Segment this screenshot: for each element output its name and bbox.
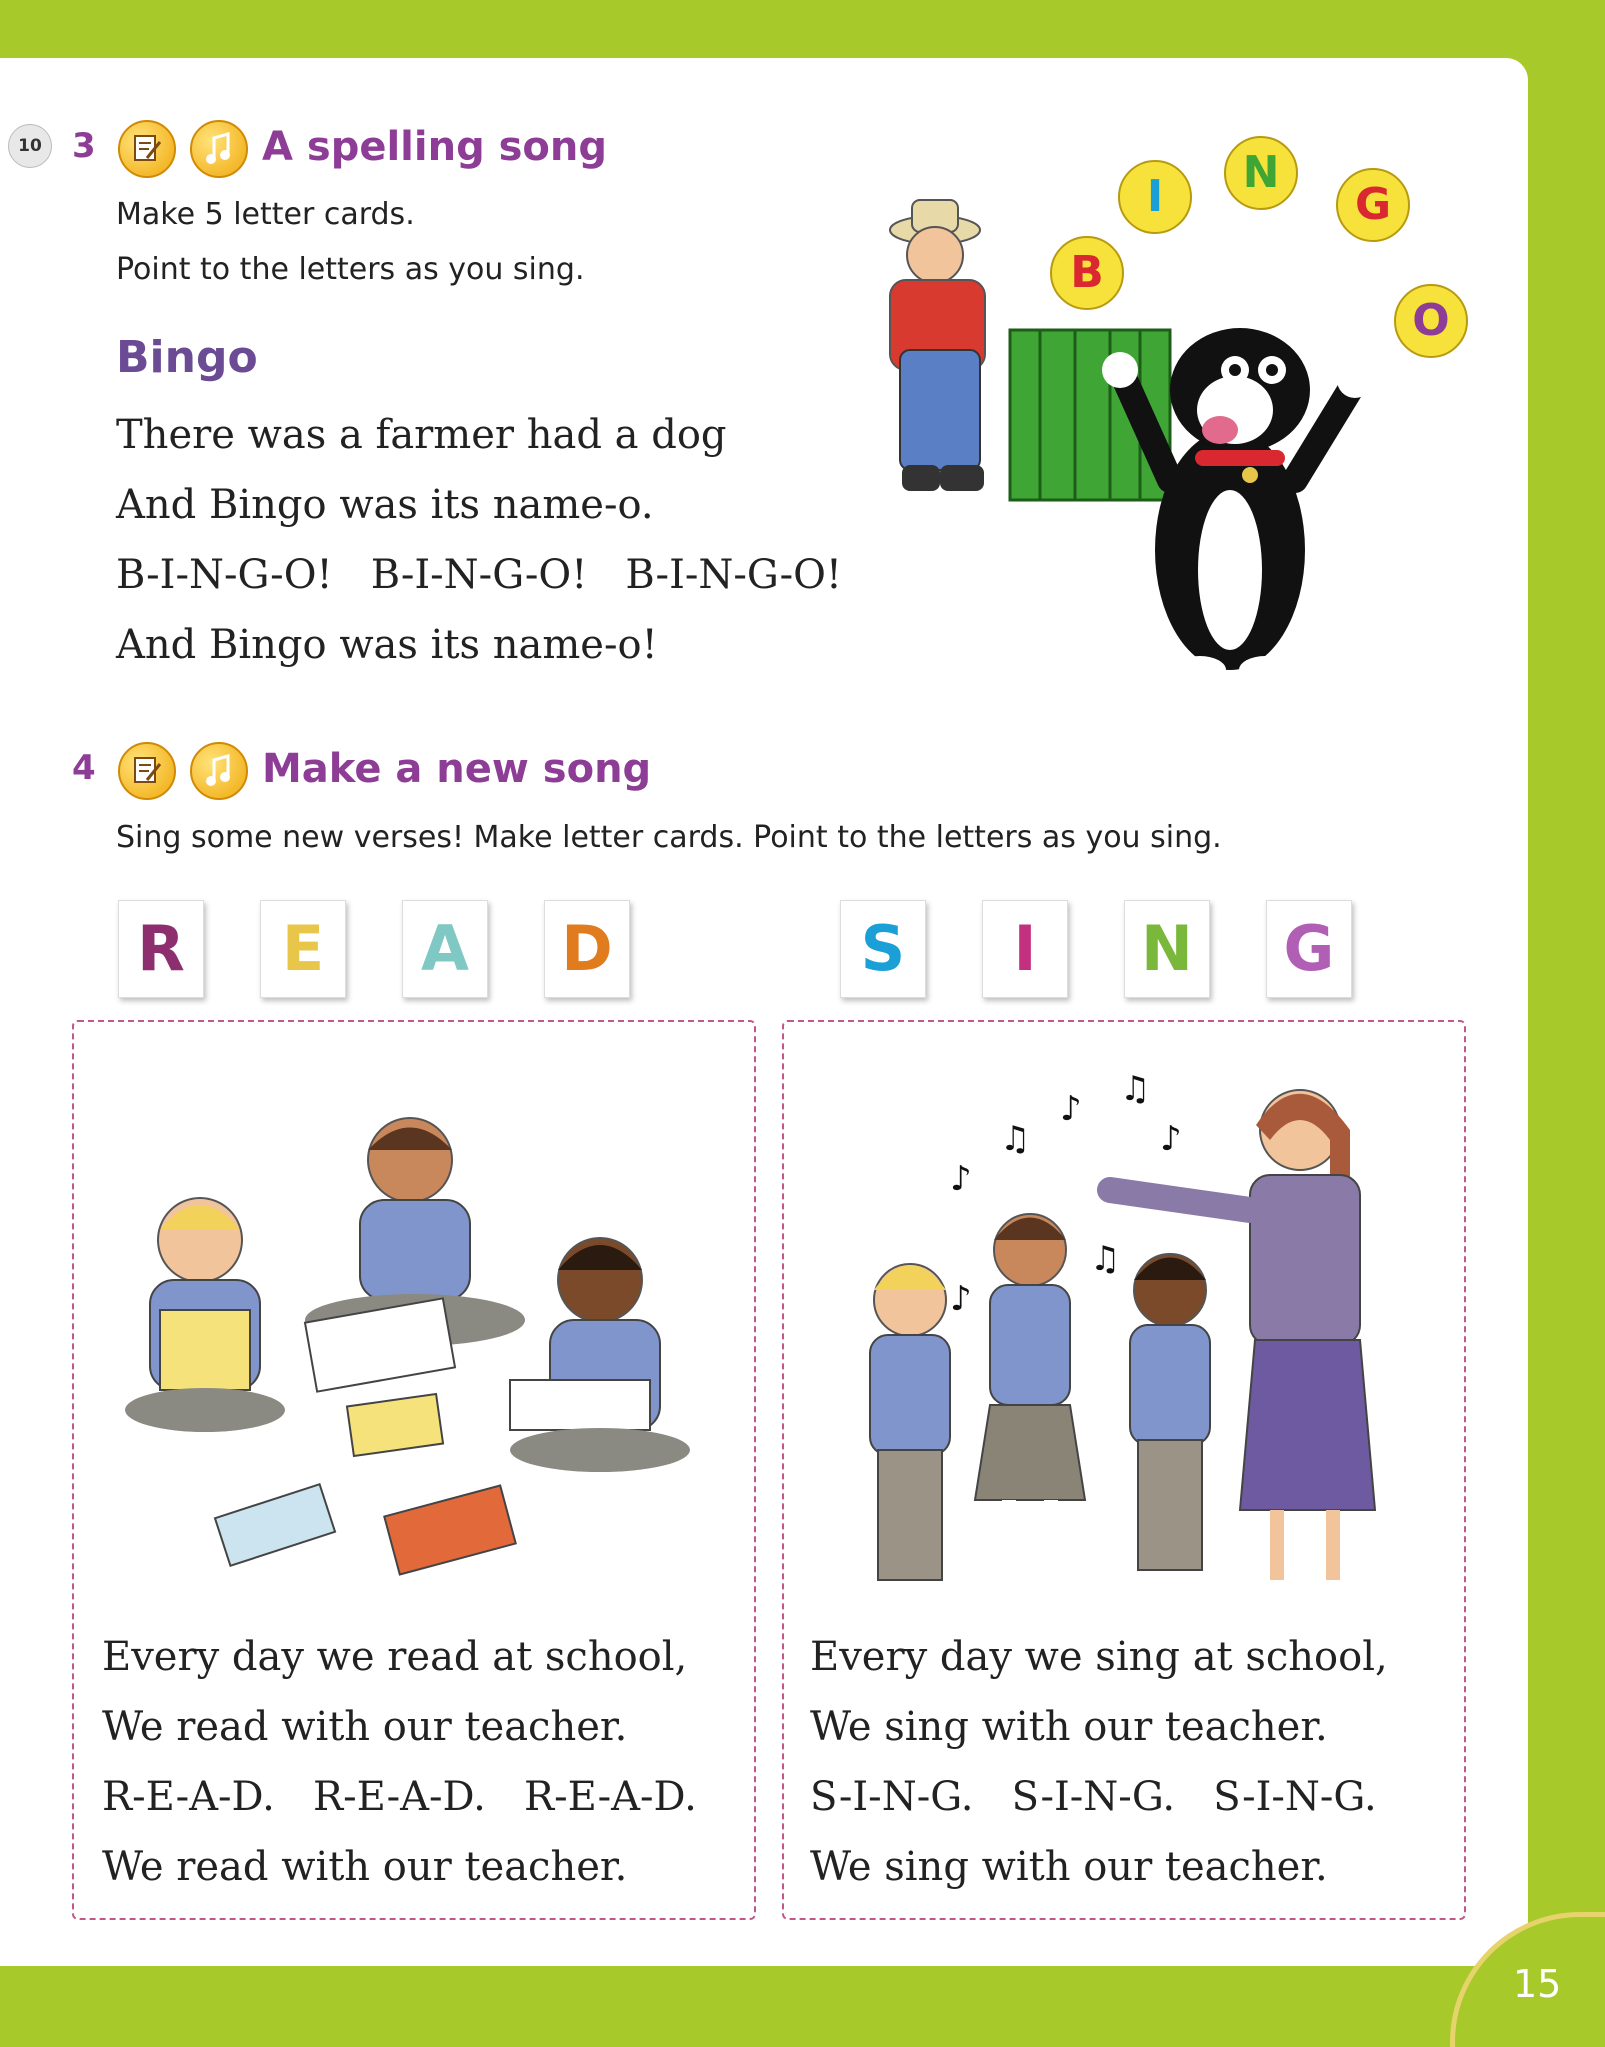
letter-card-i: I [982, 900, 1068, 998]
write-icon [118, 120, 176, 178]
bingo-lyrics [116, 400, 842, 680]
verse-line: We sing with our teacher. [810, 1704, 1328, 1750]
verse-line: We read with our teacher. [102, 1704, 628, 1750]
svg-text:♪: ♪ [1060, 1089, 1082, 1129]
letter-card-e: E [260, 900, 346, 998]
svg-text:♪: ♪ [1160, 1119, 1182, 1159]
verse-line: R-E-A-D. R-E-A-D. R-E-A-D. [102, 1774, 697, 1820]
lyric-line: And Bingo was its name-o! [116, 622, 658, 668]
song-title: Bingo [116, 332, 258, 383]
verse-line: Every day we sing at school, [810, 1634, 1388, 1680]
letter-card-r: R [118, 900, 204, 998]
page-number: 15 [1513, 1962, 1562, 2006]
bingo-ball-g: G [1336, 168, 1410, 242]
bingo-ball-o: O [1394, 284, 1468, 358]
farmer-illustration [890, 200, 985, 491]
letter-card-n: N [1124, 900, 1210, 998]
instruction-new-verses: Sing some new verses! Make letter cards. Point to the letters as you sing. [116, 820, 1222, 855]
verse-line: Every day we read at school, [102, 1634, 688, 1680]
bingo-ball-i: I [1118, 160, 1192, 234]
svg-text:♪: ♪ [950, 1159, 972, 1199]
children-reading-illustration [110, 1080, 710, 1600]
sing-verse [810, 1622, 1388, 1902]
bingo-ball-n: N [1224, 136, 1298, 210]
read-verse [102, 1622, 697, 1902]
exercise-number-4: 4 [72, 748, 96, 788]
verse-line: S-I-N-G. S-I-N-G. S-I-N-G. [810, 1774, 1377, 1820]
letter-card-d: D [544, 900, 630, 998]
verse-line: We read with our teacher. [102, 1844, 628, 1890]
svg-text:♫: ♫ [1090, 1239, 1121, 1279]
letter-card-s: S [840, 900, 926, 998]
exercise-number-3: 3 [72, 126, 96, 166]
svg-text:♪: ♪ [950, 1279, 972, 1319]
section-4-heading: Make a new song [262, 746, 652, 792]
write-icon [118, 742, 176, 800]
children-singing-illustration [830, 1040, 1430, 1620]
svg-text:♫: ♫ [1120, 1069, 1151, 1109]
svg-text:♫: ♫ [1000, 1119, 1031, 1159]
letter-card-a: A [402, 900, 488, 998]
letter-card-g: G [1266, 900, 1352, 998]
lyric-line: And Bingo was its name-o. [116, 482, 654, 528]
music-note-icon [190, 742, 248, 800]
instruction-point-letters: Point to the letters as you sing. [116, 252, 585, 287]
section-3-heading: A spelling song [262, 124, 608, 170]
music-note-icon [190, 120, 248, 178]
lyric-line: B-I-N-G-O! B-I-N-G-O! B-I-N-G-O! [116, 552, 842, 598]
bingo-ball-b: B [1050, 236, 1124, 310]
verse-line: We sing with our teacher. [810, 1844, 1328, 1890]
audio-track-badge[interactable]: 10 [8, 124, 52, 168]
lyric-line: There was a farmer had a dog [116, 412, 727, 458]
instruction-make-cards: Make 5 letter cards. [116, 197, 415, 232]
